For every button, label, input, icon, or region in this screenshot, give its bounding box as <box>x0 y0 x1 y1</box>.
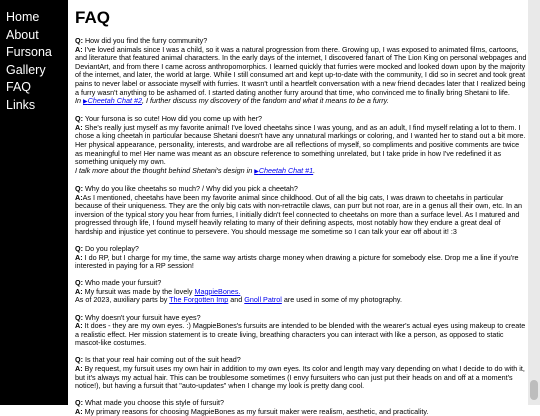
answer-text: She's really just myself as my favorite animal! I've loved cheetahs since I was young, and as an adult, I find myself relating a lot to them. I chose a king cheetah in particular because Shetani doesn't have any unnatural markings or coloring, and I wanted her to stand out a bit more. Her physical appearance, personality, interests, and wardrobe are all reflections of myself, so compliments and positive comments are twice as meaningful to me! Her name was meant as an obscure reference to something unrelated, but I take pride in how I've redefined it as something uniquely my own. <box>75 122 526 167</box>
question-label: Q: <box>75 278 83 288</box>
question-label: Q: <box>75 312 83 322</box>
faq-answer <box>75 322 528 348</box>
question-text: Do you roleplay? <box>84 243 139 253</box>
answer-label: A: <box>75 122 83 132</box>
answer-text: As I mentioned, cheetahs have been my favorite animal since childhood. Out of all the big cats, I was drawn to cheetahs in particular because of their uniqueness. They are the only big cats with non-retractile claws, can purr but not roar, are in a genus all their own, etc. In an inversion of the typical story you hear from furries, I initially didn't feel connected to cheetahs on more than a surface level. As I matured and progressed through life, I found myself heavily relating to many of their defining aspects, most notably how they endure a great deal of hardship and injustice yet continue to persevere. You should message me sometime so I can talk your ear off about it! :3 <box>75 192 522 236</box>
page-title: FAQ <box>75 8 110 27</box>
answer-text: My fursuit was made by the lovely <box>84 286 195 296</box>
forgotten-imp-link[interactable]: The Forgotten Imp <box>169 295 229 305</box>
question-text: Why do you like cheetahs so much? / Why did you pick a cheetah? <box>84 183 298 193</box>
sidebar-nav <box>0 0 68 405</box>
faq-answer <box>75 46 528 98</box>
faq-item <box>75 115 528 176</box>
vertical-scrollbar[interactable] <box>528 0 540 405</box>
note-text: In <box>75 96 83 106</box>
faq-item <box>75 279 528 305</box>
answer-label: A: <box>75 192 83 202</box>
answer-text: I do RP, but I charge for my time, the same way artists charge money when drawing a picture for somebody else. Drop me a line if you're interested in paying for a RP session! <box>75 252 519 271</box>
note-text: . <box>313 165 316 175</box>
question-text: Why doesn't your fursuit have eyes? <box>84 312 201 322</box>
link-text: Cheetah Chat #1 <box>258 165 314 175</box>
nav-item-faq[interactable]: FAQ <box>6 80 32 94</box>
question-label: Q: <box>75 243 83 253</box>
question-label: Q: <box>75 183 83 193</box>
note-text: , I further discuss my discovery of the fandom and what it means to be a furry. <box>141 96 389 106</box>
answer-text: As of 2023, auxiliary parts by <box>75 295 170 305</box>
answer-label: A: <box>75 44 83 54</box>
magpiebones-link[interactable]: MagpieBones. <box>194 286 241 296</box>
nav-item-links[interactable]: Links <box>6 97 36 112</box>
question-text: What made you choose this style of fursuit? <box>84 398 225 408</box>
answer-label: A: <box>75 406 83 416</box>
nav-item-home[interactable]: Home <box>6 10 40 24</box>
question-label: Q: <box>75 114 83 124</box>
faq-answer-extra <box>75 296 528 305</box>
note-text: I talk more about the thought behind Shetani's design in <box>75 165 255 175</box>
answer-text: are used in some of my photography. <box>281 295 402 305</box>
question-text: Who made your fursuit? <box>84 278 162 288</box>
answer-label: A: <box>75 364 83 373</box>
nav-item-gallery[interactable]: Gallery <box>6 62 46 77</box>
faq-item <box>75 356 528 390</box>
answer-text: and <box>228 295 245 305</box>
faq-answer <box>75 124 528 167</box>
faq-answer <box>75 194 528 237</box>
faq-answer <box>75 254 528 271</box>
question-text: Your fursona is so cute! How did you come up with her? <box>84 114 262 124</box>
link-text: Cheetah Chat #2 <box>87 96 142 106</box>
question-label: Q: <box>75 355 83 365</box>
answer-text: My primary reasons for choosing MagpieBones as my fursuit maker were realism, aesthetic, and practicality. <box>84 406 429 416</box>
faq-item <box>75 185 528 237</box>
answer-text: I've loved animals since I was a child, so it was a natural progression from there. Growing up, I was exposed to animated films, cartoons, and literature that featured animal characters. In the early days of the internet, I discovered fanart of The Lion King on personal webpages and DeviantArt, and from there I came across anthropomorphics. I learned quickly that furries were mocked and looked down upon by the majority of the internet, and later, the world at large. While I still consumed art and kept up-to-date with the community, I did so in secret and took great pains to never label or associate myself with furries. It wasn't until a heartfelt conversation with a new friend decades later that I realized being a furry wasn't anything to be ashamed of. I started dating another furry around that time, who convinced me to finally bring Shetani to life. <box>75 44 527 97</box>
cheetah-chat-1-link[interactable] <box>254 165 316 175</box>
cheetah-chat-2-link[interactable] <box>83 96 142 105</box>
external-link-icon: ▶ <box>254 168 259 175</box>
question-text: How did you find the furry community? <box>84 36 208 45</box>
answer-label: A: <box>75 252 83 262</box>
faq-item <box>75 245 528 271</box>
nav-item-fursona[interactable]: Fursona <box>6 45 52 59</box>
faq-item <box>75 399 528 416</box>
question-label: Q: <box>75 398 83 408</box>
answer-text: It does - they are my own eyes. :) MagpieBones's fursuits are intended to be blended with the wearer's actual eyes using makeup to create a realistic effect. Her mission statement is to create living, breathing characters you can interact with like a person, as opposed to static mascot-like costumes. <box>75 321 526 348</box>
scrollbar-thumb[interactable] <box>530 380 538 400</box>
answer-text: By request, my fursuit uses my own hair in addition to my own eyes. Its color and length may vary depending on what I decide to do with it, but it's always my actual hair. This can be troublesome sometimes (I envy fursuiters who can just put their heads on and off at a moment's notice!), but having a fursuit that "auto-updates" when I change my look is pretty dang cool. <box>75 364 525 391</box>
main-content <box>75 0 528 416</box>
faq-item <box>75 314 528 348</box>
external-link-icon: ▶ <box>83 99 88 106</box>
faq-answer <box>75 408 528 416</box>
nav-item-about[interactable]: About <box>6 27 39 42</box>
faq-note <box>75 97 528 107</box>
gnoll-patrol-link[interactable]: Gnoll Patrol <box>244 295 282 305</box>
answer-label: A: <box>75 286 83 296</box>
faq-note <box>75 167 528 177</box>
answer-label: A: <box>75 321 83 331</box>
question-text: Is that your real hair coming out of the suit head? <box>84 355 241 365</box>
nav-list <box>0 0 68 114</box>
faq-item <box>75 37 528 107</box>
question-label: Q: <box>75 36 83 45</box>
faq-answer <box>75 365 528 391</box>
